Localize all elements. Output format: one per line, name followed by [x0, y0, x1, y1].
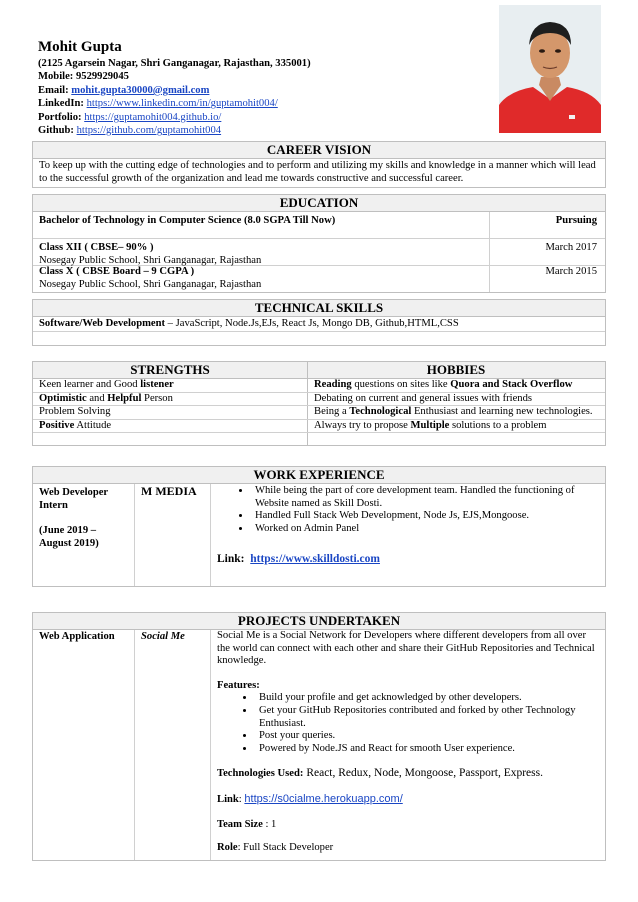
- project-type: Web Application: [39, 631, 115, 642]
- skills-label: Software/Web Development: [39, 318, 166, 329]
- section-title: TECHNICAL SKILLS: [33, 300, 605, 317]
- email-link[interactable]: mohit.gupta30000@gmail.com: [71, 84, 210, 96]
- class-x-date: March 2015: [545, 266, 597, 277]
- work-company: M MEDIA: [141, 484, 197, 498]
- class-x-school: Nosegay Public School, Shri Ganganagar, Rajasthan: [39, 278, 262, 290]
- work-period: (June 2019 – August 2019): [39, 525, 99, 549]
- tech-used-line: Technologies Used: React, Redux, Node, Mongoose, Passport, Express.: [217, 767, 543, 780]
- skills-list: – JavaScript, Node.Js,EJs, React Js, Mongo DB, Github,HTML,CSS: [165, 318, 459, 329]
- hobby-item: Debating on current and general issues with friends: [314, 392, 532, 404]
- github-line: Github: https://github.com/guptamohit004: [38, 125, 222, 137]
- skills-empty-row: [33, 332, 605, 345]
- strength-hobby-row: [33, 379, 605, 393]
- section-title: EDUCATION: [33, 195, 605, 212]
- work-bullets: [217, 485, 602, 535]
- degree-status: Pursuing: [555, 215, 597, 226]
- features-label: Features:: [217, 679, 260, 691]
- skills-row: [33, 317, 605, 332]
- team-size-line: Team Size : 1: [217, 818, 277, 830]
- portfolio-line: Portfolio: https://guptamohit004.github.io/: [38, 111, 222, 123]
- list-item: • Worked on Admin Panel: [251, 523, 602, 536]
- project-features: [217, 692, 601, 755]
- work-experience-section: [32, 466, 606, 587]
- class-xii-title: Class XII ( CBSE– 90% ): [39, 242, 154, 253]
- list-item: • Build your profile and get acknowledged by other developers.: [255, 692, 601, 705]
- strength-item: Optimistic and Helpful Person: [39, 392, 173, 404]
- list-item: • While being the part of core development team. Handled the functioning of Website named as Skill Dosti.: [251, 485, 602, 510]
- project-link[interactable]: https://s0cialme.herokuapp.com/: [244, 792, 403, 805]
- strength-hobby-row: [33, 406, 605, 420]
- career-text: To keep up with the cutting edge of technologies and to perform and utilizing my skills and knowledge in a manner which will lead to the successful growth of the organization and lead me towards constructive and successful career.: [39, 160, 596, 184]
- email-line: Email: mohit.gupta30000@gmail.com: [38, 84, 210, 96]
- strength-item: Problem Solving: [39, 406, 111, 418]
- education-row: [33, 266, 605, 292]
- address: (2125 Agarsein Nagar, Shri Ganganagar, Rajasthan, 335001): [38, 58, 311, 69]
- linkedin-line: LinkedIn: https://www.linkedin.com/in/guptamohit004/: [38, 98, 278, 110]
- career-vision-section: [32, 141, 606, 188]
- role-line: Role: Full Stack Developer: [217, 842, 334, 854]
- class-x-title: Class X ( CBSE Board – 9 CGPA ): [39, 266, 195, 277]
- list-item: • Powered by Node.JS and React for smooth User experience.: [255, 743, 601, 756]
- education-row: [33, 212, 605, 239]
- section-title: CAREER VISION: [33, 142, 605, 159]
- hobbies-title: HOBBIES: [426, 362, 486, 377]
- work-link-line: Link: https://www.skilldosti.com: [217, 553, 380, 566]
- hobby-item: Being a Technological Enthusiast and learning new technologies.: [314, 406, 593, 418]
- profile-photo: [499, 5, 601, 133]
- candidate-name: Mohit Gupta: [38, 39, 122, 55]
- project-link-line: Link: https://s0cialme.herokuapp.com/: [217, 792, 403, 805]
- projects-section: [32, 612, 606, 861]
- degree-title: Bachelor of Technology in Computer Science (8.0 SGPA Till Now): [39, 215, 336, 226]
- education-row: [33, 239, 605, 266]
- technical-skills-section: [32, 299, 606, 346]
- education-section: [32, 194, 606, 293]
- strengths-hobbies-section: [32, 361, 606, 446]
- project-name: Social Me: [141, 631, 185, 642]
- strength-hobby-row: [33, 393, 605, 407]
- work-role: Web Developer Intern: [39, 487, 108, 511]
- portfolio-link[interactable]: https://guptamohit004.github.io/: [84, 111, 222, 123]
- strengths-title: STRENGTHS: [130, 362, 210, 377]
- github-link[interactable]: https://github.com/guptamohit004: [76, 125, 222, 137]
- hobby-item: Always try to propose Multiple solutions to a problem: [314, 419, 547, 431]
- mobile-line: Mobile: 9529929045: [38, 71, 129, 83]
- list-item: • Get your GitHub Repositories contributed and forked by other Technology Enthusiast.: [255, 705, 601, 730]
- hobby-item: Reading questions on sites like Quora and Stack Overflow: [314, 379, 573, 390]
- list-item: • Post your queries.: [255, 730, 601, 743]
- empty-row: [33, 433, 605, 445]
- list-item: • Handled Full Stack Web Development, Node Js, EJS,Mongoose.: [251, 510, 602, 523]
- strength-item: Keen learner and Good listener: [39, 379, 174, 390]
- work-link[interactable]: https://www.skilldosti.com: [250, 553, 380, 566]
- section-title: WORK EXPERIENCE: [33, 467, 605, 484]
- section-title: PROJECTS UNDERTAKEN: [33, 613, 605, 630]
- resume-header: [38, 38, 478, 137]
- class-xii-school: Nosegay Public School, Shri Ganganagar, Rajasthan: [39, 254, 262, 266]
- class-xii-date: March 2017: [545, 242, 597, 253]
- mobile-number: 9529929045: [75, 71, 129, 83]
- strength-item: Positive Attitude: [39, 419, 112, 431]
- strength-hobby-row: [33, 420, 605, 434]
- linkedin-link[interactable]: https://www.linkedin.com/in/guptamohit004/: [86, 98, 278, 110]
- project-description: Social Me is a Social Network for Developers where different developers from all over the world can connect with each other and share their GitHub Repositories and Technical knowledge.: [217, 630, 595, 667]
